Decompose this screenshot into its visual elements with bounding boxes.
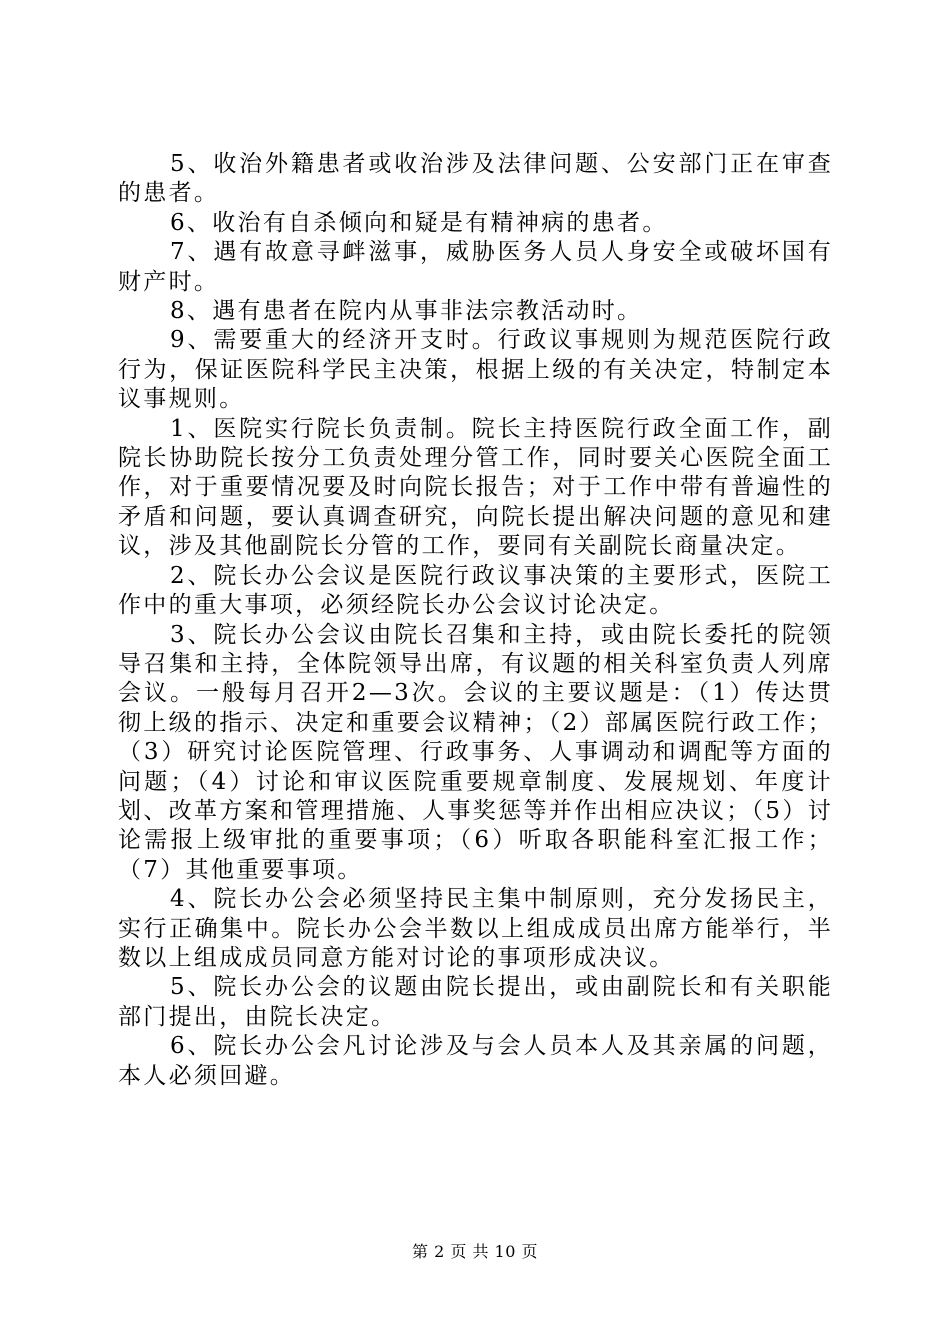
paragraph: 5、收治外籍患者或收治涉及法律问题、公安部门正在审查的患者。 <box>118 151 833 207</box>
page-number-footer: 第 2 页 共 10 页 <box>412 1242 538 1261</box>
paragraph: 7、遇有故意寻衅滋事，威胁医务人员人身安全或破坏国有财产时。 <box>118 239 833 295</box>
document-body <box>118 150 833 1091</box>
paragraph: 1、医院实行院长负责制。院长主持医院行政全面工作，副院长协助院长按分工负责处理分管工作，同时要关心医院全面工作，对于重要情况要及时向院长报告；对于工作中带有普遍性的矛盾和问题，要认真调查研究，向院长提出解决问题的意见和建议，涉及其他副院长分管的工作，要同有关副院长商量决定。 <box>118 415 833 560</box>
paragraph: 8、遇有患者在院内从事非法宗教活动时。 <box>170 298 643 325</box>
paragraph: 6、院长办公会凡讨论涉及与会人员本人及其亲属的问题，本人必须回避。 <box>118 1033 833 1089</box>
paragraph: 6、收治有自杀倾向和疑是有精神病的患者。 <box>170 209 668 236</box>
paragraph: 9、需要重大的经济开支时。行政议事规则为规范医院行政行为，保证医院科学民主决策，根据上级的有关决定，特制定本议事规则。 <box>118 327 833 413</box>
paragraph: 5、院长办公会的议题由院长提出，或由副院长和有关职能部门提出，由院长决定。 <box>118 974 833 1030</box>
paragraph: 2、院长办公会议是医院行政议事决策的主要形式，医院工作中的重大事项，必须经院长办公会议讨论决定。 <box>118 562 833 619</box>
paragraph: 3、院长办公会议由院长召集和主持，或由院长委托的院领导召集和主持，全体院领导出席，有议题的相关科室负责人列席会议。一般每月召开2—3次。会议的主要议题是：（1）传达贯彻上级的指示、决定和重要会议精神；（2）部属医院行政工作；（3）研究讨论医院管理、行政事务、人事调动和调配等方面的问题；（4）讨论和审议医院重要规章制度、发展规划、年度计划、改革方案和管理措施、人事奖惩等并作出相应决议；（5）讨论需报上级审批的重要事项；（6）听取各职能科室汇报工作；（7）其他重要事项。 <box>118 621 833 883</box>
paragraph: 4、院长办公会必须坚持民主集中制原则，充分发扬民主，实行正确集中。院长办公会半数以上组成成员出席方能举行，半数以上组成成员同意方能对讨论的事项形成决议。 <box>118 886 833 971</box>
